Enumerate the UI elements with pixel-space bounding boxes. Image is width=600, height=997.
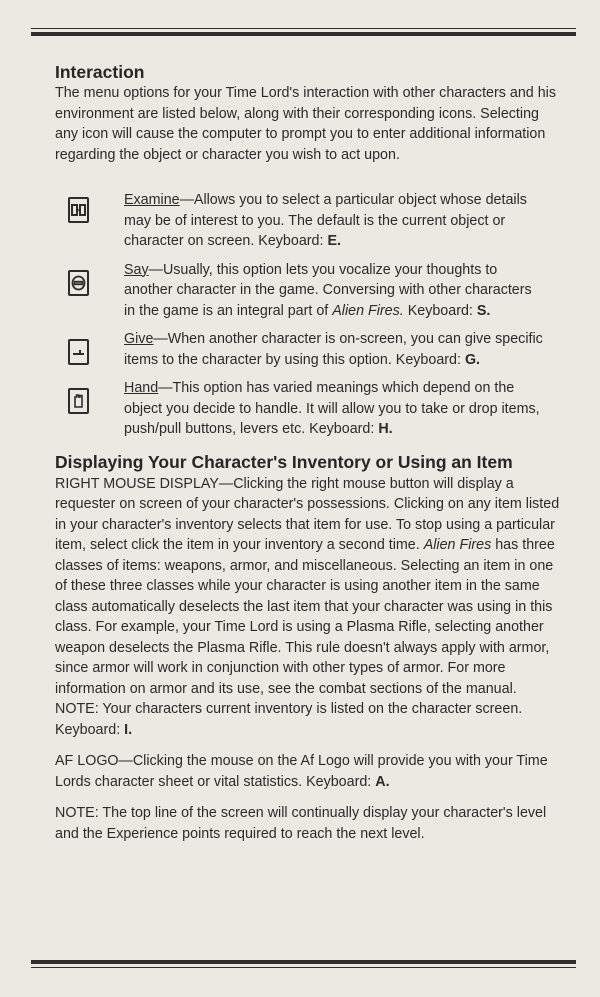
examine-description: Examine—Allows you to select a particular object whose details may be of interest to you. The default is the current object or character on screen. Keyboard: E. (124, 192, 527, 249)
say-description: Say—Usually, this option lets you vocalize your thoughts to another character in the game. Conversing with other characters in the game is an integral part of Alien Fires. Keyboard: S. (124, 261, 532, 319)
hand-description: Hand—This option has varied meanings which depend on the object you decide to handle. It will allow you to take or drop items, push/pull buttons, levers etc. Keyboard: H. (124, 380, 540, 437)
interaction-heading: Interaction (55, 62, 145, 82)
examine-key: E. (327, 233, 341, 249)
hand-icon (68, 388, 89, 414)
inventory-heading: Displaying Your Character's Inventory or Using an Item (55, 451, 513, 472)
say-label: Say (124, 261, 149, 278)
top-rule (31, 28, 576, 36)
page-content (55, 62, 560, 844)
say-key: S. (476, 302, 491, 319)
give-description: Give—When another character is on-screen, you can give specific items to the character by using this option. Keyboard: G. (124, 331, 543, 368)
examine-icon (68, 197, 89, 223)
right-mouse-paragraph: RIGHT MOUSE DISPLAY—Clicking the right mouse button will display a requester on screen of your character's possessions. Clicking on any item listed in your character's inventory selects that item for use. To stop using a particular item, select click the item in your inventory a second time. Alien Fires has three classes of items: weapons, armor, and miscellaneous. Selecting an item in one of these three classes while your character is using another item in the same class automatically deselects the last item that your character was using in this class. For example, your Time Lord is using a Plasma Rifle, selecting another weapon deselects the Plasma Rifle. This rule doesn't always apply with armor, since armor will work in conjunction with other types of armor. For more information on armor and its use, see the combat sections of the manual. NOTE: Your characters current inventory is listed on the character screen. Keyboard: I. (55, 475, 560, 738)
say-entry (55, 260, 560, 322)
give-label: Give (124, 331, 154, 347)
hand-entry (55, 378, 560, 440)
examine-label: Examine (124, 192, 180, 208)
bottom-rule (31, 960, 576, 968)
say-icon (68, 270, 89, 296)
hand-label: Hand (124, 380, 159, 396)
note-paragraph: NOTE: The top line of the screen will continually display your character's level and the Experience points required to reach the next level. (55, 805, 547, 842)
give-key: G. (464, 351, 481, 368)
hand-key: H. (378, 421, 393, 437)
interaction-intro: The menu options for your Time Lord's interaction with other characters and his environment are listed below, along with their corresponding icons. Selecting any icon will cause the computer to prompt you to enter additional information regarding the object or character you wish to act upon. (55, 85, 556, 163)
examine-entry (55, 190, 560, 252)
give-entry (55, 329, 560, 370)
give-icon (68, 339, 89, 365)
af-logo-paragraph: AF LOGO—Clicking the mouse on the Af Logo will provide you with your Time Lords character sheet or vital statistics. Keyboard: A. (55, 753, 548, 790)
